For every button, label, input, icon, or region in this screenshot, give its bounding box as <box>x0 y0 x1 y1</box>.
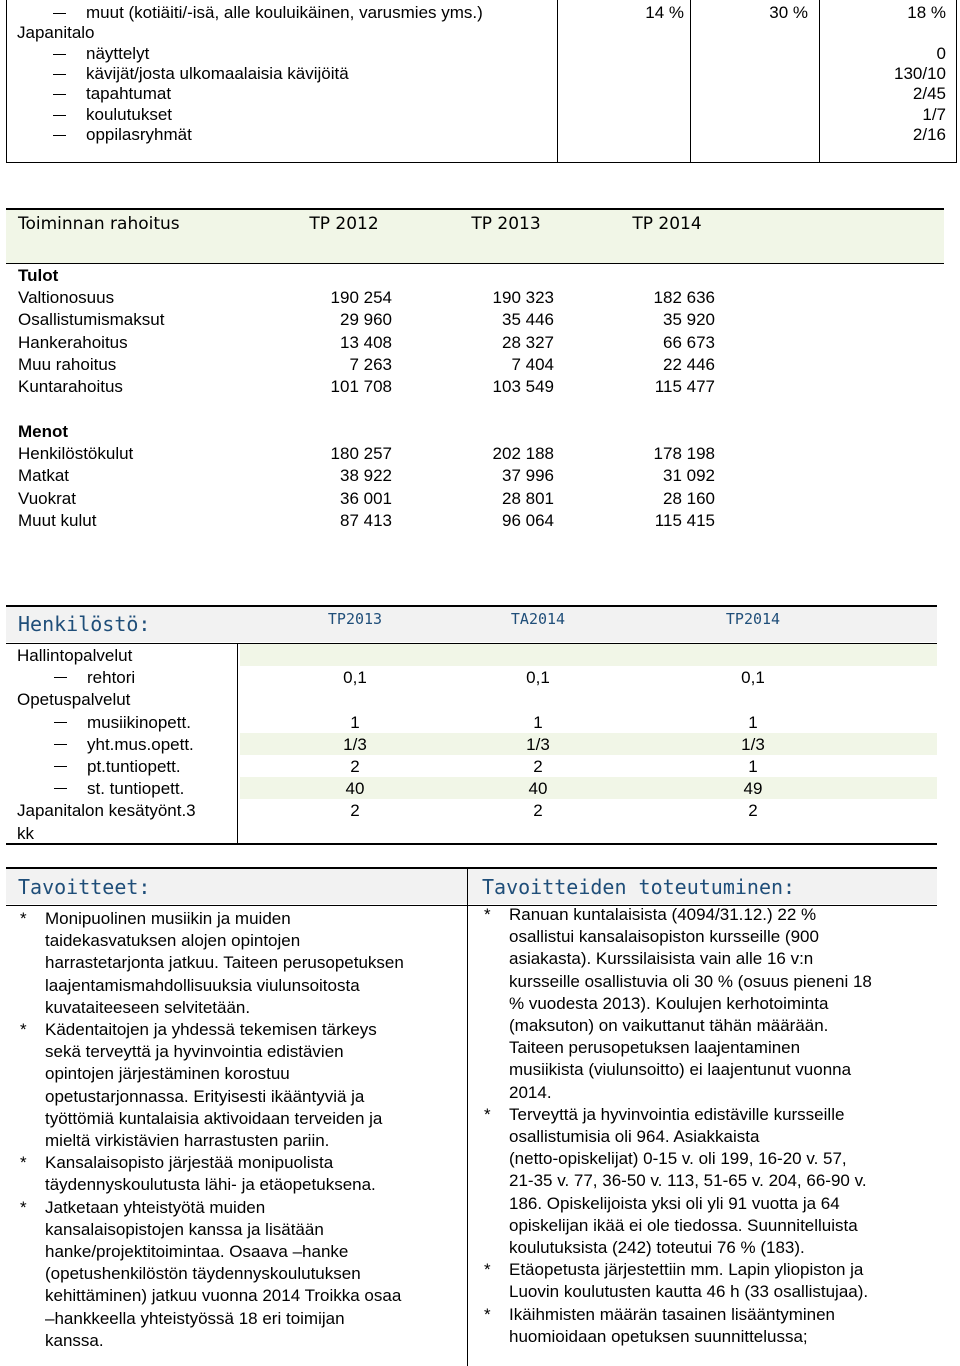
staff-row-value-3: 2 <box>748 801 758 821</box>
staff-row-value-3: 49 <box>743 779 763 799</box>
staff-row-value-1: 1/3 <box>343 734 367 754</box>
staff-row-label: yht.mus.opett. <box>87 734 194 754</box>
bullet-text-line: Kädentaitojen ja yhdessä tekemisen tärkeys <box>45 1020 377 1039</box>
bullet-text-line: % vuodesta 2013). Koulujen kerhotoiminta <box>509 993 829 1013</box>
finance-row-label: Vuokrat <box>18 488 76 508</box>
staff-row-value-3: 0,1 <box>741 668 765 688</box>
bullet-text-line: kehittäminen) jatkuu vuonna 2014 Troikka osaa <box>45 1286 402 1306</box>
finance-row-tp2013: 202 188 <box>492 444 554 463</box>
top-row-col3: 0 <box>936 43 946 63</box>
bullet-text-line: kanssa. <box>45 1330 104 1350</box>
bullet-text-line: hanke/projektitoimintaa. Osaava –hanke <box>45 1242 349 1261</box>
top-row-label: koulutukset <box>86 104 172 124</box>
income-title: Tulot <box>18 266 59 285</box>
bullet-text-line: Terveyttä ja hyvinvointia edistäville kursseille <box>509 1104 845 1124</box>
finance-row-label: Muut kulut <box>18 510 97 530</box>
expense-title: Menot <box>18 422 69 441</box>
finance-row-tp2013: 190 323 <box>492 288 554 307</box>
finance-header-tp2013: TP 2013 <box>471 214 541 234</box>
staff-row-label: st. tuntiopett. <box>87 779 185 799</box>
bullet-marker: * <box>20 909 27 928</box>
bullet-text-line: 21-35 v. 77, 36-50 v. 113, 51-65 v. 204, 66-90 v. <box>509 1171 867 1191</box>
staff-row-value-2: 2 <box>533 801 543 821</box>
finance-row-tp2013: 37 996 <box>502 466 554 486</box>
staff-row-label: rehtori <box>87 668 136 688</box>
finance-row-tp2012: 101 708 <box>330 377 392 397</box>
staff-row-label: pt.tuntiopett. <box>87 757 181 776</box>
staff-row-value-2: 0,1 <box>526 668 550 688</box>
finance-row-label: Kuntarahoitus <box>18 377 123 397</box>
finance-row-tp2013: 28 327 <box>502 332 554 352</box>
top-row-label: tapahtumat <box>86 84 172 104</box>
staff-row-value-3: 1 <box>748 757 758 776</box>
top-row-col3: 1/7 <box>922 104 946 124</box>
finance-row-tp2012: 38 922 <box>340 466 392 486</box>
top-row-col3: 2/45 <box>912 84 946 104</box>
staff-row-value-1: 2 <box>350 757 360 776</box>
finance-row-label: Hankerahoitus <box>18 332 128 352</box>
finance-row-tp2014: 115 477 <box>654 377 715 397</box>
bullet-marker: * <box>20 1197 27 1217</box>
bullet-text-line: Ikäihmisten määrän tasainen lisääntyminen <box>509 1304 836 1324</box>
finance-header-label: Toiminnan rahoitus <box>18 214 180 234</box>
staff-title: Henkilöstö: <box>18 612 151 636</box>
staff-row-label: Japanitalon kesätyönt.3 <box>17 801 196 821</box>
bullet-text-line: asiakasta). Kurssilaisista vain alle 16 v:n <box>509 949 814 969</box>
bullet-text-line: Luovin koulutusten kautta 46 h (33 osallistujaa). <box>509 1282 869 1302</box>
bullet-text-line: opetustarjonnassa. Erityisesti ikääntyviä ja <box>45 1086 365 1106</box>
staff-row-value-1: 0,1 <box>343 668 367 688</box>
finance-row-tp2013: 103 549 <box>492 377 554 397</box>
bullet-text-line: 186. Opiskelijoista yksi oli yli 91 vuotta ja 64 <box>509 1193 840 1213</box>
finance-row-label: Matkat <box>18 466 70 486</box>
bullet-text-line: laajentamismahdollisuuksia viulunsoitosta <box>45 975 360 995</box>
staff-row-value-3: 1 <box>748 712 758 732</box>
staff-header-ta2014: TA2014 <box>510 610 566 628</box>
bullet-text-line: harrastetarjonta jatkuu. Taiteen perusopetuksen <box>45 953 404 973</box>
staff-row-value-1: 1 <box>350 712 360 732</box>
bullet-text-line: (maksuton) on vaikuttanut tähän määrään. <box>509 1016 829 1035</box>
top-row-col3: 18 % <box>907 3 946 22</box>
top-row-label: kävijät/josta ulkomaalaisia kävijöitä <box>86 63 349 83</box>
staff-row-value-3: 1/3 <box>741 734 765 754</box>
bullet-marker: * <box>484 1304 491 1324</box>
bullet-text-line: osallistumisia oli 964. Asiakkaista <box>509 1127 760 1146</box>
top-row-col3: 2/16 <box>912 124 946 144</box>
finance-row-tp2013: 28 801 <box>502 488 554 508</box>
finance-row-tp2014: 31 092 <box>663 466 715 486</box>
finance-row-tp2012: 36 001 <box>340 488 392 508</box>
bullet-text-line: Ranuan kuntalaisista (4094/31.12.) 22 % <box>509 905 817 924</box>
finance-row-tp2012: 87 413 <box>340 510 392 530</box>
finance-row-tp2014: 35 920 <box>663 310 715 330</box>
bullet-text-line: kuvataiteeseen selvitetään. <box>45 997 251 1017</box>
finance-row-tp2014: 28 160 <box>663 488 715 508</box>
top-row-label: Japanitalo <box>17 23 95 43</box>
finance-row-tp2014: 115 415 <box>654 510 715 530</box>
staff-row-value-1: 2 <box>350 801 360 821</box>
bullet-marker: * <box>20 1153 27 1173</box>
bullet-text-line: täydennyskoulutusta lähi- ja etäopetuksena. <box>45 1175 376 1195</box>
staff-row-value-2: 2 <box>533 757 543 776</box>
finance-row-label: Osallistumismaksut <box>18 310 165 330</box>
finance-row-tp2012: 7 263 <box>349 354 392 374</box>
top-row-col1: 14 % <box>645 3 684 22</box>
staff-row-label: Hallintopalvelut <box>17 646 133 665</box>
finance-row-tp2013: 7 404 <box>511 354 554 374</box>
finance-row-tp2013: 35 446 <box>502 310 554 330</box>
staff-row-label: musiikinopett. <box>87 712 191 732</box>
bullet-text-line: mieltä virkistävien harrastusten pariin. <box>45 1131 330 1150</box>
bullet-text-line: sekä terveyttä ja hyvinvointia edistävien <box>45 1042 344 1062</box>
top-row-label: oppilasryhmät <box>86 124 192 144</box>
bullet-text-line: kursseille osallistuvia oli 30 % (osuus pieneni 18 <box>509 971 872 991</box>
finance-row-tp2014: 66 673 <box>663 332 715 352</box>
bullet-marker: * <box>20 1020 27 1039</box>
top-row-label: näyttelyt <box>86 43 150 63</box>
finance-row-tp2014: 22 446 <box>663 354 715 374</box>
finance-row-tp2013: 96 064 <box>502 510 554 530</box>
bullet-text-line: koulutuksista (242) toteutui 76 % (183). <box>509 1238 805 1257</box>
finance-row-label: Henkilöstökulut <box>18 444 134 463</box>
finance-row-tp2012: 190 254 <box>330 288 392 307</box>
finance-row-tp2014: 182 636 <box>653 288 715 307</box>
goals-title: Tavoitteet: <box>18 875 151 899</box>
top-row-col2: 30 % <box>769 3 808 22</box>
staff-row-value-1: 40 <box>345 779 365 799</box>
bullet-marker: * <box>484 1104 491 1124</box>
finance-row-tp2012: 13 408 <box>340 332 392 352</box>
bullet-text-line: –hankkeella yhteistyössä 18 eri toimijan <box>45 1308 345 1328</box>
bullet-text-line: Etäopetusta järjestettiin mm. Lapin yliopiston ja <box>509 1260 864 1280</box>
staff-row-value-2: 1/3 <box>526 734 550 754</box>
finance-row-tp2014: 178 198 <box>653 444 715 463</box>
bullet-marker: * <box>484 1260 491 1280</box>
top-row-label: muut (kotiäiti/-isä, alle kouluikäinen, varusmies yms.) <box>86 3 483 22</box>
results-title: Tavoitteiden toteutuminen: <box>482 875 796 899</box>
bullet-text-line: Kansalaisopisto järjestää monipuolista <box>45 1153 334 1173</box>
bullet-text-line: osallistui kansalaisopiston kursseille (900 <box>509 927 819 947</box>
finance-row-tp2012: 29 960 <box>340 310 392 330</box>
bullet-marker: * <box>484 905 491 924</box>
bullet-text-line: (opetushenkilöstön täydennyskoulutuksen <box>45 1264 361 1284</box>
bullet-text-line: Jatketaan yhteistyötä muiden <box>45 1197 266 1217</box>
bullet-text-line: (netto-opiskelijat) 0-15 v. oli 199, 16-20 v. 57, <box>509 1149 847 1169</box>
staff-row-label: Opetuspalvelut <box>17 690 131 710</box>
bullet-text-line: 2014. <box>509 1082 552 1102</box>
finance-row-label: Muu rahoitus <box>18 354 117 374</box>
staff-header-tp2013: TP2013 <box>327 610 383 628</box>
staff-row-value-2: 40 <box>528 779 548 799</box>
bullet-text-line: opintojen järjestäminen korostuu <box>45 1064 290 1084</box>
bullet-text-line: Taiteen perusopetuksen laajentaminen <box>509 1038 801 1058</box>
bullet-text-line: opiskelijan ikää ei ole tiedossa. Suunnitelluista <box>509 1215 858 1235</box>
top-row-col3: 130/10 <box>894 63 946 83</box>
bullet-text-line: työttömiä kuntalaisia aktivoidaan terveiden ja <box>45 1108 383 1128</box>
bullet-text-line: huomioidaan opetuksen suunnittelussa; <box>509 1326 808 1346</box>
finance-header-tp2014: TP 2014 <box>632 214 702 234</box>
finance-header-tp2012: TP 2012 <box>309 214 379 234</box>
bullet-text-line: Monipuolinen musiikin ja muiden <box>45 909 291 928</box>
finance-row-tp2012: 180 257 <box>330 444 392 463</box>
staff-header-tp2014: TP2014 <box>725 610 781 628</box>
bullet-text-line: taidekasvatuksen alojen opintojen <box>45 931 301 951</box>
staff-row-label: kk <box>17 823 34 843</box>
bullet-text-line: musiikista (viulunsoitto) ei laajentunut vuonna <box>509 1060 852 1080</box>
staff-row-value-2: 1 <box>533 712 543 732</box>
bullet-text-line: kansalaisopistojen kanssa ja lisätään <box>45 1219 324 1239</box>
finance-row-label: Valtionosuus <box>18 288 115 307</box>
